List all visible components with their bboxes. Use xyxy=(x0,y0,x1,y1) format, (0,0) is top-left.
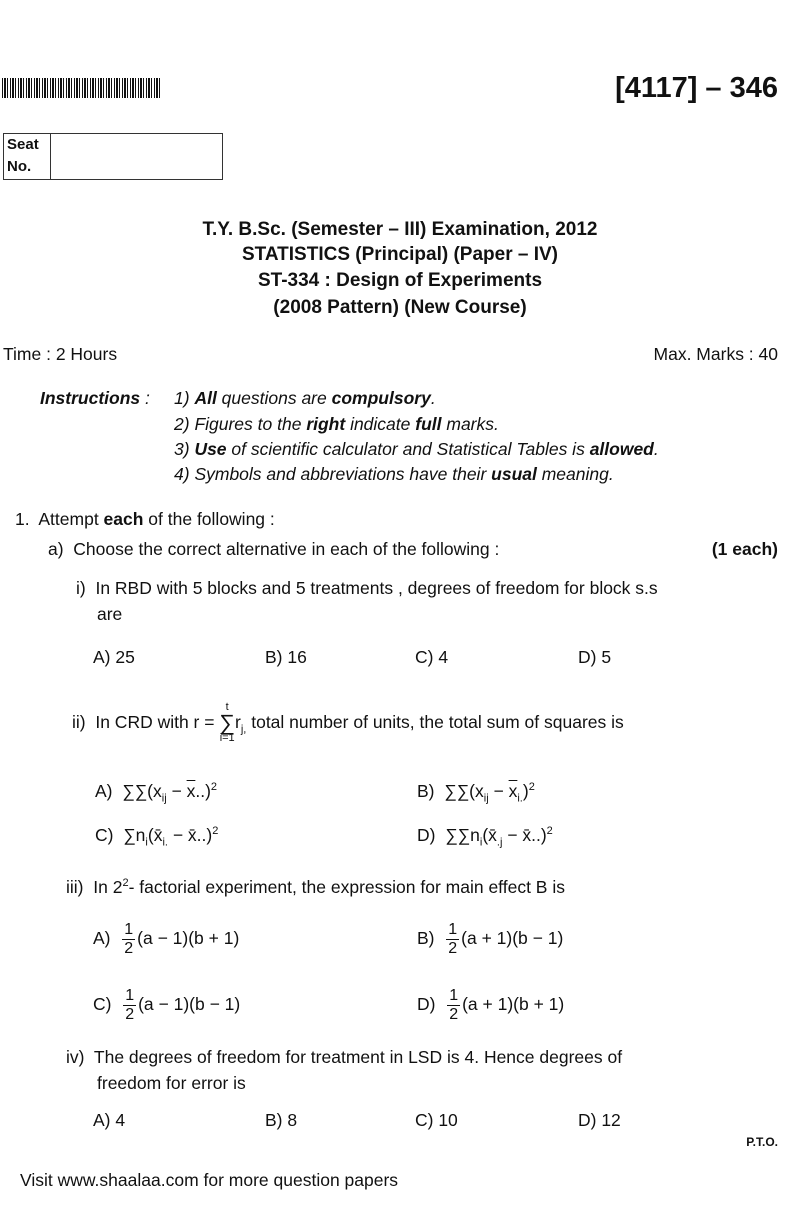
option-iii-b: B) $\frac{1}{2}$ (a + 1)(b − 1) xyxy=(417,920,564,957)
seat-label-2: No. xyxy=(7,158,32,175)
question-iv-cont: freedom for error is xyxy=(97,1073,246,1093)
paper-code: [4117] – 346 xyxy=(615,72,778,104)
option-ii-c: C) $\sum n_i(x̄_{i.}$ − x̄..)$^2$ xyxy=(95,824,219,849)
option-iv-c: C) 10 xyxy=(415,1110,458,1130)
seat-number-box xyxy=(3,133,223,180)
time-label: Time : 2 Hours xyxy=(3,344,118,364)
course-title: ST-334 : Design of Experiments xyxy=(257,270,543,291)
option-iv-b: B) 8 xyxy=(265,1110,298,1130)
option-iii-d: D) $\frac{1}{2}$ (a + 1)(b + 1) xyxy=(417,986,565,1023)
pattern-title: (2008 Pattern) (New Course) xyxy=(273,297,527,318)
option-i-b: B) 16 xyxy=(265,647,307,667)
option-iv-a: A) 4 xyxy=(93,1110,126,1130)
barcode xyxy=(2,78,162,98)
marks-each: (1 each) xyxy=(711,539,778,559)
option-iii-a: A) $\frac{1}{2}$ (a − 1)(b + 1) xyxy=(93,920,240,957)
question-iv: iv) The degrees of freedom for treatment in LSD is 4. Hence degrees of xyxy=(66,1047,623,1067)
instruction-3: 3) Use of scientific calculator and Statistical Tables is allowed. xyxy=(174,439,659,459)
option-i-d: D) 5 xyxy=(578,647,612,667)
subject-title: STATISTICS (Principal) (Paper – IV) xyxy=(241,244,558,265)
fraction-half: $\frac{1}{2}$ xyxy=(125,986,135,1023)
pto-label: P.T.O. xyxy=(746,1135,778,1149)
max-marks: Max. Marks : 40 xyxy=(653,344,778,364)
question-i: i) In RBD with 5 blocks and 5 treatments , degrees of freedom for block s.s xyxy=(76,578,658,598)
instruction-2: 2) Figures to the right indicate full marks. xyxy=(174,414,499,434)
option-i-c: C) 4 xyxy=(415,647,449,667)
instruction-1: 1) All questions are compulsory. xyxy=(174,388,436,408)
instruction-4: 4) Symbols and abbreviations have their usual meaning. xyxy=(174,464,614,484)
question-iii: iii) In $2^2-$ factorial experiment, the expression for main effect B is xyxy=(66,876,565,897)
exam-title: T.Y. B.Sc. (Semester – III) Examination, 2012 xyxy=(202,219,598,240)
fraction-half: $\frac{1}{2}$ xyxy=(124,920,134,957)
question-1: 1. Attempt each of the following : xyxy=(15,509,275,529)
option-iii-c: C) $\frac{1}{2}$ (a − 1)(b − 1) xyxy=(93,986,241,1023)
question-ii: ii) In CRD with r = t ∑ i=1 $r_{j,}$ total number of units, the total sum of squares is xyxy=(72,701,624,745)
option-ii-a: A) $\sum\sum(x_{ij} - \overline{x}..)^2$ xyxy=(95,780,218,805)
fraction-half: $\frac{1}{2}$ xyxy=(449,986,459,1023)
option-i-a: A) 25 xyxy=(93,647,135,667)
question-i-cont: are xyxy=(97,604,123,624)
summation-symbol: t ∑ i=1 xyxy=(219,701,236,745)
seat-label-1: Seat xyxy=(7,136,39,153)
fraction-half: $\frac{1}{2}$ xyxy=(448,920,458,957)
option-ii-b: B) $\sum\sum(x_{ij} - \overline{x}_{i.})^2$ xyxy=(417,780,535,805)
footer-link[interactable]: Visit www.shaalaa.com for more question papers xyxy=(20,1170,399,1190)
option-iv-d: D) 12 xyxy=(578,1110,621,1130)
seat-label xyxy=(4,134,51,179)
option-ii-d: D) $\sum\sum n_i(x̄_{.j}$ − x̄..)$^2$ xyxy=(417,824,553,849)
question-1a: a) Choose the correct alternative in each of the following : xyxy=(48,539,500,559)
instructions-label: Instructions : xyxy=(40,388,150,408)
